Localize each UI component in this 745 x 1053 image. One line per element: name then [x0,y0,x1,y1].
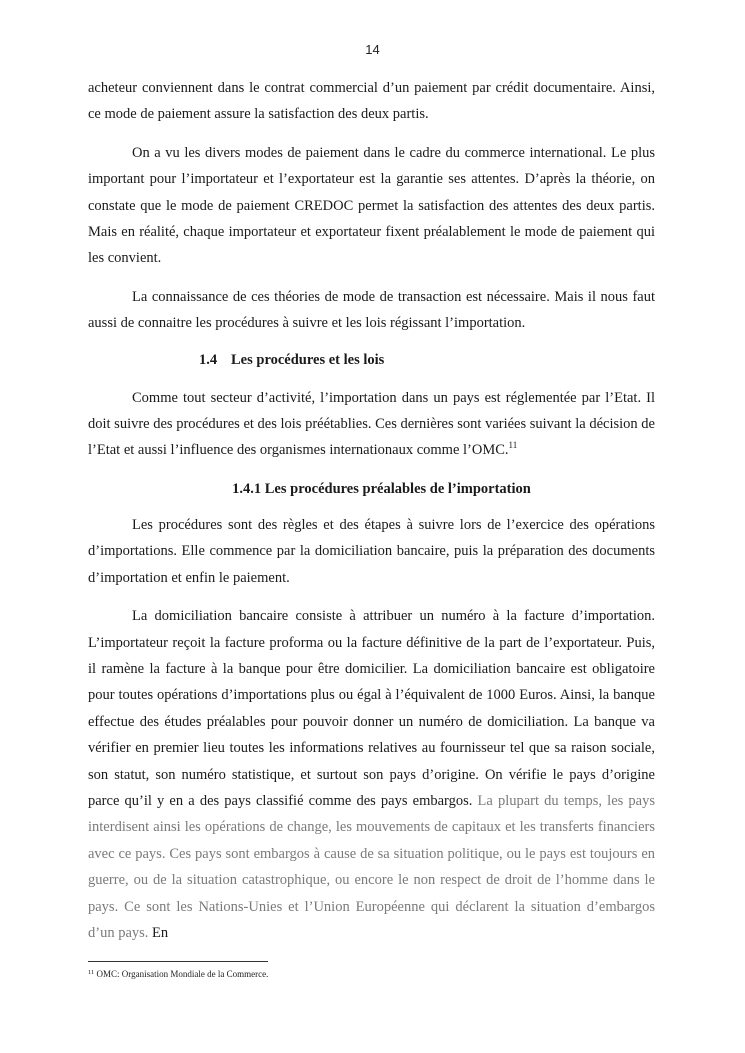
section-heading [88,347,655,373]
footnote-number: 11 [88,969,95,976]
paragraph-procedures: Les procédures sont des règles et des étapes à suivre lors de l’exercice des opérations d’importations. Elle commence par la domiciliation bancaire, puis la préparation des documents d’importation et enfin le paiement. [88,516,655,586]
paragraph-continuation: acheteur conviennent dans le contrat commercial d’un paiement par crédit documentaire. Ainsi, ce mode de paiement assure la satisfaction des deux partis. [88,80,655,123]
paragraph-regulation [88,385,655,464]
footnote-text: OMC: Organisation Mondiale de la Commerce. [96,969,269,979]
footnote-divider [88,961,268,962]
page-number: 14 [365,42,380,57]
footnote [88,968,655,980]
paragraph-domiciliation [88,603,655,946]
subsection-heading: 1.4.1 Les procédures préalables de l’importation [232,480,531,497]
embargo-text: La plupart du temps, les pays interdisent ainsi les opérations de change, les mouvements de capitaux et les transferts financiers avec ce pays. Ces pays sont embargos à cause de sa situation politique, ou le pays est toujours en guerre, ou de la situation catastrophique, ou encore le non respect de droit de l’homme dans le pays. Ce sont les Nations-Unies et l’Union Européenne qui déclarent la situation d’embargos d’un pays. [88,792,656,941]
paragraph-payment-modes: On a vu les divers modes de paiement dans le cadre du commerce international. Le plus important pour l’importateur et l’exportateur est la garantie ses attentes. D’après la théorie, on constate que le mode de paiement CREDOC permet la satisfaction des attentes des deux partis. Mais en réalité, chaque importateur et exportateur fixent préalablement le mode de paiement qui les convient. [88,144,655,267]
section-title: Les procédures et les lois [231,351,385,368]
paragraph-regulation-text: Comme tout secteur d’activité, l’importation dans un pays est réglementée par l’Etat. Il doit suivre des procédures et des lois préétablies. Ces dernières sont variées suivant la décision de l’Etat et aussi l’influence des organismes internationaux comme l’OMC. [88,389,655,459]
section-number: 1.4 [199,351,218,368]
document-body [88,75,655,946]
continuation-word: En [152,924,169,941]
paragraph-theories: La connaissance de ces théories de mode de transaction est nécessaire. Mais il nous faut aussi de connaitre les procédures à suivre et les lois régissant l’importation. [88,288,655,332]
domiciliation-text: La domiciliation bancaire consiste à attribuer un numéro à la facture d’importation. L’importateur reçoit la facture proforma ou la facture définitive de la part de l’exportateur. Puis, il ramène la facture à la banque pour être domicilier. La domiciliation bancaire est obligatoire pour toutes opérations d’importations plus ou égal à l’équivalent de 1000 Euros. Ainsi, la banque effectue des études préalables pour pouvoir donner un numéro de domiciliation. La banque va vérifier en premier lieu toutes les informations relatives au fournisseur tel que sa raison sociale, son statut, son numéro statistique, et surtout son pays d’origine. On vérifie le pays d’origine parce qu’il y en a des pays classifié comme des pays embargos. [88,608,655,809]
footnote-reference[interactable]: 11 [508,440,518,451]
